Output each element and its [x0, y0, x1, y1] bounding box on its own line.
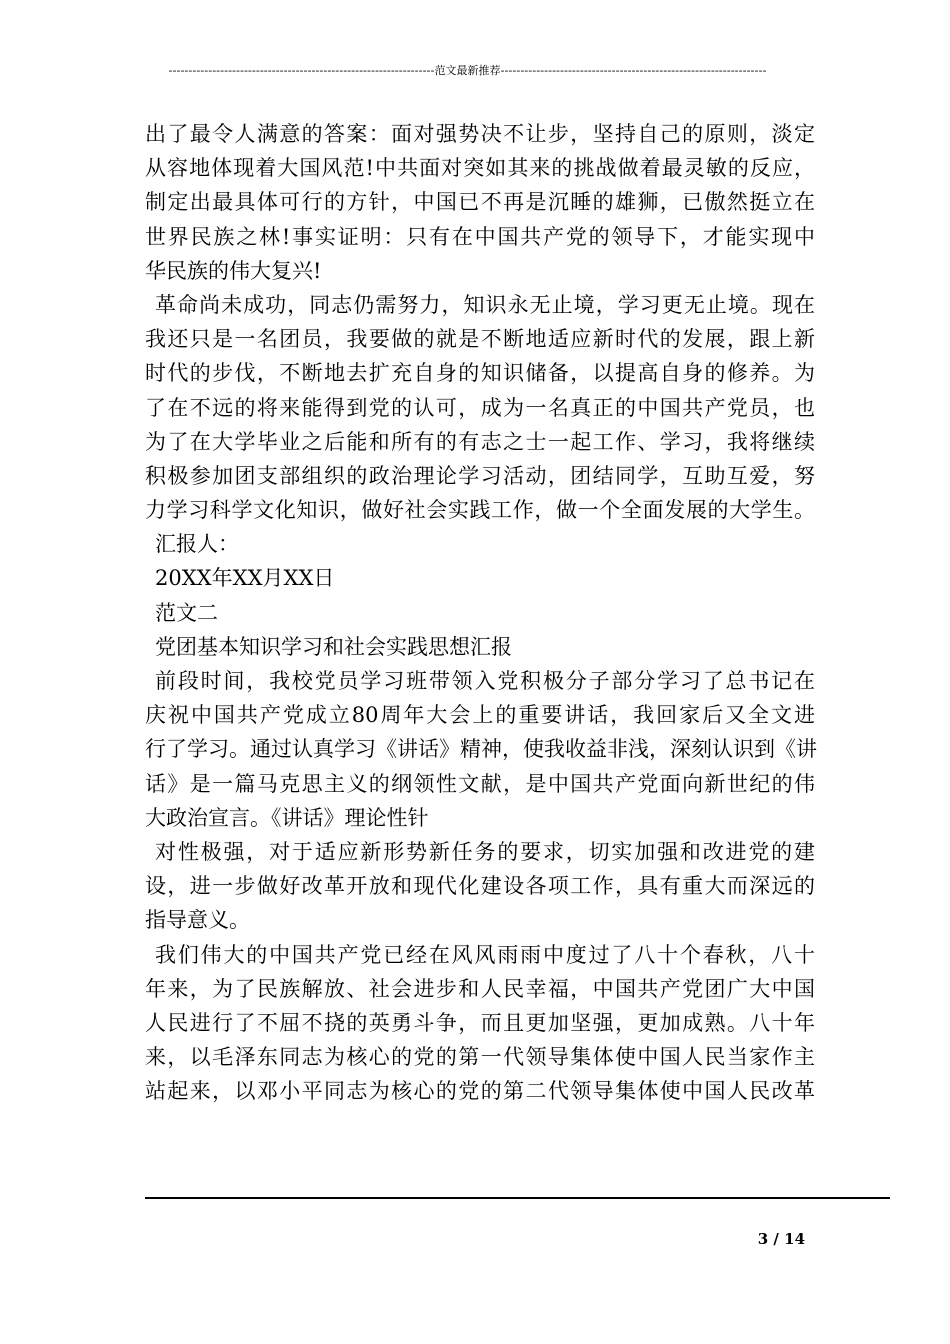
text-line: 前段时间，我校党员学习班带领入党积极分子部分学习了总书记在 — [155, 669, 815, 693]
text-line: 我们伟大的中国共产党已经在风风雨雨中度过了八十个春秋，八十 — [155, 942, 815, 967]
text-line: 年来，为了民族解放、社会进步和人民幸福，中国共产党团广大中国 — [145, 976, 815, 1001]
text-line: 力学习科学文化知识，做好社会实践工作，做一个全面发展的大学生。 — [145, 498, 815, 523]
text-line: 庆祝中国共产党成立80周年大会上的重要讲话，我回家后又全文进 — [145, 703, 815, 728]
text-line: 指导意义。 — [145, 908, 250, 933]
text-line: 为了在大学毕业之后能和所有的有志之士一起工作、学习，我将继续 — [145, 429, 815, 454]
text-line: 汇报人： — [155, 532, 239, 557]
text-line: 华民族的伟大复兴! — [145, 258, 322, 283]
article-title: 党团基本知识学习和社会实践思想汇报 — [155, 634, 512, 659]
text-line: 了在不远的将来能得到党的认可，成为一名真正的中国共产党员，也 — [145, 395, 815, 420]
footer-divider — [145, 1197, 890, 1199]
text-line: 革命尚未成功，同志仍需努力，知识永无止境，学习更无止境。现在 — [155, 292, 815, 317]
text-line: 世界民族之林!事实证明：只有在中国共产党的领导下，才能实现中 — [145, 224, 815, 249]
text-line: 我还只是一名团员，我要做的就是不断地适应新时代的发展，跟上新 — [145, 327, 815, 352]
text-line: 设，进一步做好改革开放和现代化建设各项工作，具有重大而深远的 — [145, 874, 815, 899]
text-line: 积极参加团支部组织的政治理论学习活动，团结同学，互助互爱，努 — [145, 463, 815, 488]
text-line: 来，以毛泽东同志为核心的党的第一代领导集体使中国人民当家作主 — [145, 1045, 815, 1070]
text-line: 制定出最具体可行的方针，中国已不再是沉睡的雄狮，已傲然挺立在 — [145, 190, 815, 215]
section-title: 范文二 — [155, 600, 218, 625]
text-line: 大政治宣言。《讲话》理论性针 — [145, 805, 429, 830]
text-line: 从容地体现着大国风范!中共面对突如其来的挑战做着最灵敏的反应， — [145, 156, 815, 181]
document-body — [145, 117, 815, 1108]
text-line: 20XX年XX月XX日 — [155, 566, 335, 591]
text-line: 行了学习。通过认真学习《讲话》精神，使我收益非浅，深刻认识到《讲 — [145, 737, 817, 762]
text-line: 人民进行了不屈不挠的英勇斗争，而且更加坚强，更加成熟。八十年 — [145, 1010, 815, 1035]
page-number: 3 / 14 — [757, 1230, 805, 1248]
text-line: 时代的步伐，不断地去扩充自身的知识储备，以提高自身的修养。为 — [145, 361, 815, 386]
text-line: 对性极强，对于适应新形势新任务的要求，切实加强和改进党的建 — [155, 839, 815, 864]
text-line: 话》是一篇马克思主义的纲领性文献，是中国共产党面向新世纪的伟 — [145, 771, 815, 796]
page-header: -------------------------------------------------------------------范文最新推荐------------------------------------------------------------------- — [168, 64, 767, 77]
text-line: 站起来，以邓小平同志为核心的党的第二代领导集体使中国人民改革 — [145, 1079, 815, 1104]
text-line: 出了最令人满意的答案：面对强势决不让步，坚持自己的原则，淡定 — [145, 122, 815, 146]
